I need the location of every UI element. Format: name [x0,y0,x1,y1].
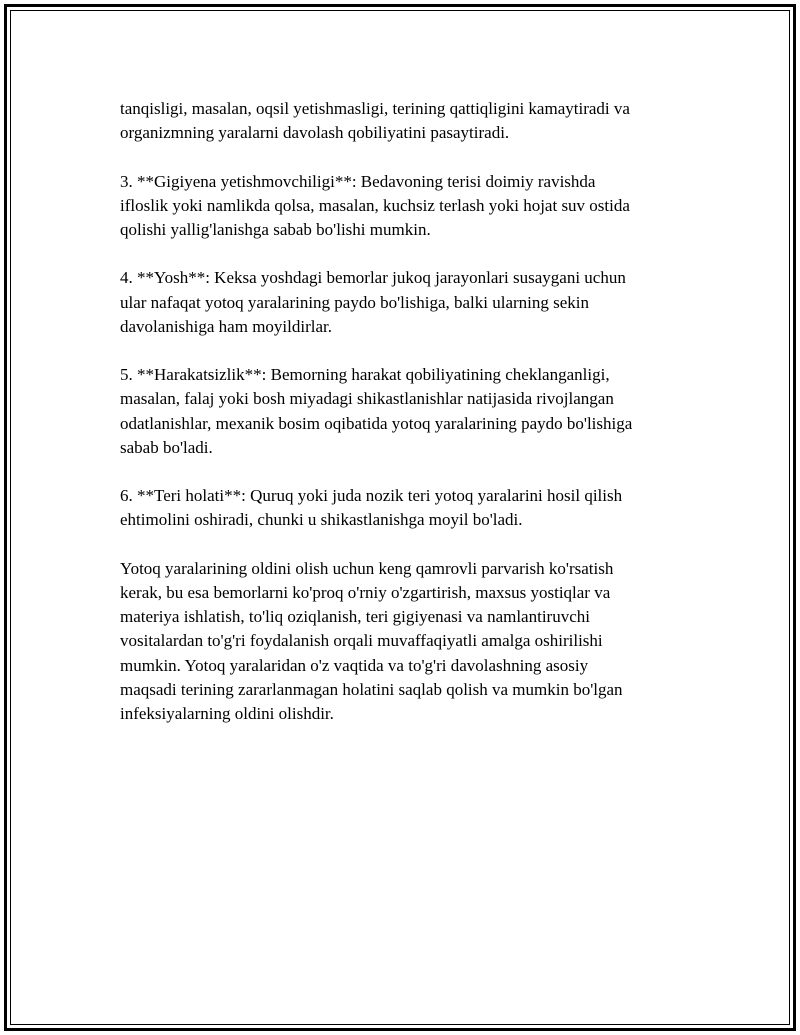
paragraph-prevention-summary: Yotoq yaralarining oldini olish uchun keng qamrovli parvarish ko'rsatish kerak, bu esa bemorlarni ko'proq o'rniy o'zgartirish, maxsus yostiqlar va materiya ishlatish, to'liq oziqlanish, teri gigiyenasi va namlantiruvchi vositalardan to'g'ri foydalanish orqali muvaffaqiyatli amalga oshirilishi mumkin. Yotoq yaralaridan o'z vaqtida va to'g'ri davolashning asosiy maqsadi terining zararlanmagan holatini saqlab qolish va mumkin bo'lgan infeksiyalarning oldini olishdir. [120,558,623,723]
paragraph-hygiene: 3. **Gigiyena yetishmovchiligi**: Bedavoning terisi doimiy ravishda ifloslik yoki namlikda qolsa, masalan, kuchsiz terlash yoki hojat suv ostida qolishi yallig'lanishga sabab bo'lishi mumkin. [120,171,630,239]
document-body [120,97,700,750]
paragraph-immobility: 5. **Harakatsizlik**: Bemorning harakat qobiliyatining cheklanganligi, masalan, falaj yoki bosh miyadagi shikastlanishlar natijasida rivojlangan odatlanishlar, mexanik bosim oqibatida yotoq yaralarining paydo bo'lishiga sabab bo'ladi. [120,365,633,457]
paragraph-nutrition-continued: tanqisligi, masalan, oqsil yetishmasligi, terining qattiqligini kamaytiradi va organizmning yaralarni davolash qobiliyatini pasaytiradi. [120,99,630,143]
paragraph-age: 4. **Yosh**: Keksa yoshdagi bemorlar jukoq jarayonlari susaygani uchun ular nafaqat yotoq yaralarining paydo bo'lishiga, balki ularning sekin davolanishiga ham moyildirlar. [120,268,626,336]
page-border [4,4,796,1031]
paragraph-skin-condition: 6. **Teri holati**: Quruq yoki juda nozik teri yotoq yaralarini hosil qilish ehtimolini oshiradi, chunki u shikastlanishga moyil bo'ladi. [120,486,623,530]
